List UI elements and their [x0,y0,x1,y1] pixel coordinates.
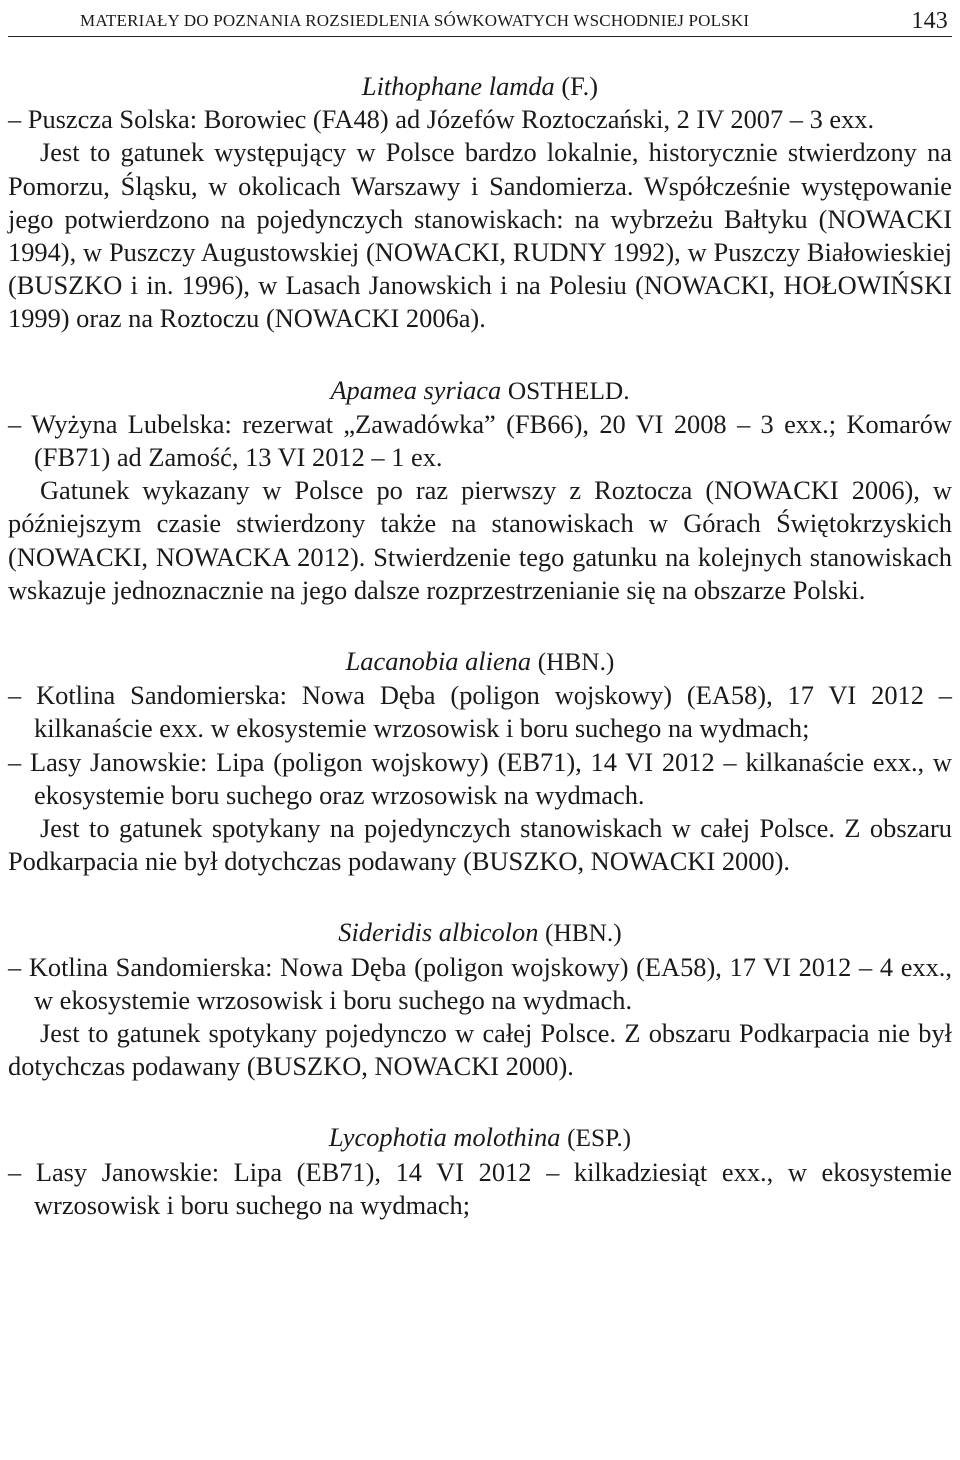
record-entry: – Lasy Janowskie: Lipa (EB71), 14 VI 2012 – kilkadziesiąt exx., w ekosystemie wrzosowisk i boru suchego na wydmach; [8,1156,952,1220]
species-author: (HBN.) [537,648,615,677]
species-author: (HBN.) [545,919,622,948]
running-head [8,6,952,37]
running-title: MATERIAŁY DO POZNANIA ROZSIEDLENIA SÓWKOWATYCH WSCHODNIEJ POLSKI [80,11,750,30]
species-author: (F.) [561,71,599,101]
species-author: OSTHELD. [507,376,630,405]
record-entry: – Kotlina Sandomierska: Nowa Dęba (poligon wojskowy) (EA58), 17 VI 2012 – kilkanaście exx. w ekosystemie wrzosowisk i boru suchego na wydmach; [8,680,952,744]
species-comment: Jest to gatunek spotykany pojedynczo w całej Polsce. Z obszaru Podkarpacia nie był dotychczas podawany (BUSZKO, NOWACKI 2000). [8,1018,952,1082]
species-name: Lacanobia aliena [345,646,532,677]
species-comment: Gatunek wykazany w Polsce po raz pierwszy z Roztocza (NOWACKI 2006), w późniejszym czasie stwierdzony także na stanowiskach w Górach Świętokrzyskich (NOWACKI, NOWACKA 2012). Stwierdzenie tego gatunku na kolejnych stanowiskach wskazuje jednoznacznie na jego dalsze rozprzestrzenianie się na obszarze Polski. [8,475,952,605]
section-spacer [8,1083,952,1121]
species-heading [8,70,952,103]
species-heading [8,374,952,408]
record-entry: – Puszcza Solska: Borowiec (FA48) ad Józefów Roztoczański, 2 IV 2007 – 3 exx. [8,104,875,135]
species-name: Lycophotia molothina [328,1122,561,1153]
species-name: Apamea syriaca [330,374,502,405]
species-comment: Jest to gatunek spotykany na pojedynczych stanowiskach w całej Polsce. Z obszaru Podkarpacia nie był dotychczas podawany (BUSZKO, NOWACKI 2000). [8,813,952,877]
record-entry: – Wyżyna Lubelska: rezerwat „Zawadówka” (FB66), 20 VI 2008 – 3 exx.; Komarów (FB71) ad Zamość, 13 VI 2012 – 1 ex. [8,408,952,473]
species-comment: Jest to gatunek występujący w Polsce bardzo lokalnie, historycznie stwierdzony na Pomorzu, Śląsku, w okolicach Warszawy i Sandomierza. Współcześnie występowanie jego potwierdzono na pojedynczych stanowiskach: na wybrzeżu Bałtyku (NOWACKI 1994), w Puszczy Augustowskiej (NOWACKI, RUDNY 1992), w Puszczy Białowieskiej (BUSZKO i in. 1996), w Lasach Janowskich i na Polesiu (NOWACKI, HOŁOWIŃSKI 1999) oraz na Roztoczu (NOWACKI 2006a). [8,137,952,334]
species-heading [8,645,952,679]
species-author: (ESP.) [567,1124,632,1153]
record-entry: – Lasy Janowskie: Lipa (poligon wojskowy) (EB71), 14 VI 2012 – kilkanaście exx., w ekosystemie boru suchego oraz wrzosowisk na wydmach. [8,746,952,810]
section-spacer [8,607,952,645]
article-body [8,70,952,1222]
section-spacer [8,878,952,916]
species-heading [8,1121,952,1155]
species-name: Lithophane lamda [361,71,555,101]
record-entry: – Kotlina Sandomierska: Nowa Dęba (poligon wojskowy) (EA58), 17 VI 2012 – 4 exx., w ekosystemie wrzosowisk i boru suchego na wydmach. [8,951,952,1015]
species-heading [8,916,952,950]
section-spacer [8,336,952,374]
species-name: Sideridis albicolon [338,917,539,948]
page-number: 143 [911,7,948,34]
